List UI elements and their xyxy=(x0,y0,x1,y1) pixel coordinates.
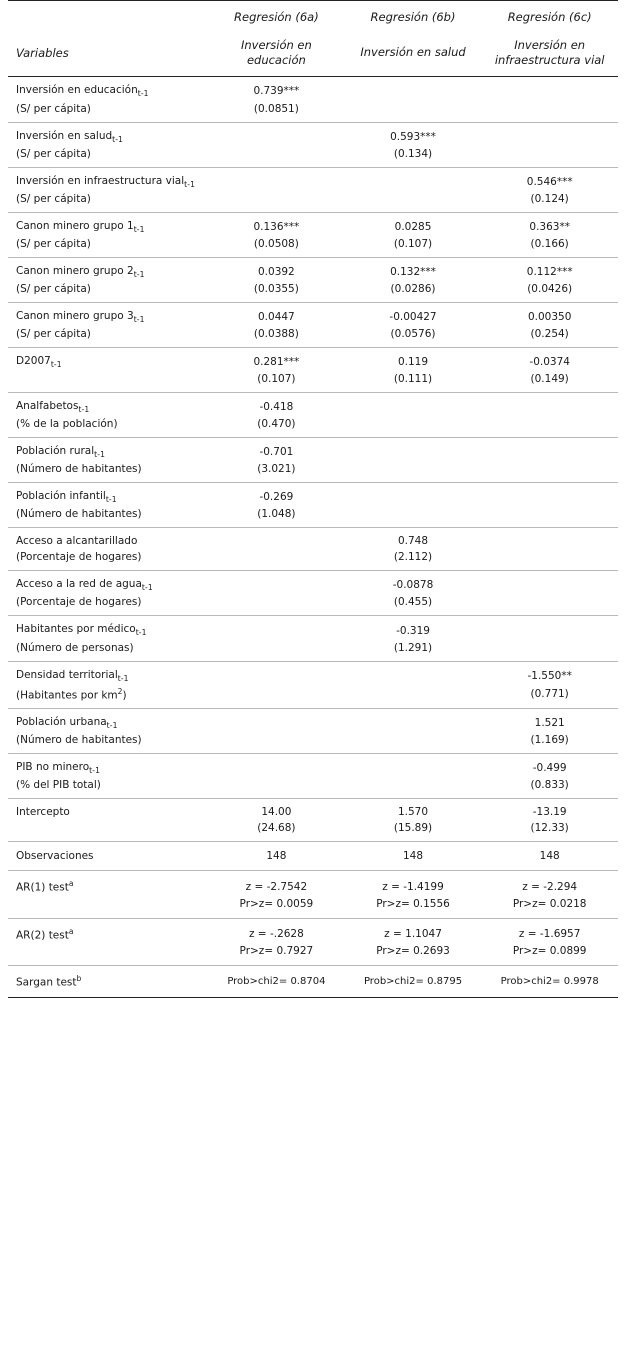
table-row-se xyxy=(8,101,618,123)
row-coefficient-c1: 0.281*** xyxy=(208,348,345,372)
row-coefficient-c3 xyxy=(481,528,618,550)
row-coefficient-c1 xyxy=(208,661,345,685)
row-stderr-c1: (24.68) xyxy=(257,822,296,835)
table-row-se xyxy=(8,506,618,528)
row-variable-label: Acceso a la red de agua$_{t-1}$ xyxy=(8,571,208,595)
row-stderr-c2 xyxy=(345,416,482,438)
row-variable-label: Inversión en educación$_{t-1}$ xyxy=(8,77,208,101)
table-row-se xyxy=(8,461,618,483)
table-row xyxy=(8,348,618,372)
row-variable-label: Inversión en salud$_{t-1}$ xyxy=(8,122,208,146)
row-coefficient-c1 xyxy=(208,122,345,146)
row-coefficient-c3: -0.0374 xyxy=(481,348,618,372)
row-stderr-c2 xyxy=(345,777,482,799)
row-variable-label: Población infantil$_{t-1}$ xyxy=(8,483,208,507)
row-coefficient-c2: -0.0878 xyxy=(345,571,482,595)
row-variable-label: $D2007_{t-1}$ xyxy=(8,348,208,372)
row-coefficient-c2 xyxy=(345,483,482,507)
row-stderr-c3: (0.254) xyxy=(530,328,569,340)
table-row-se xyxy=(8,549,618,571)
row-coefficient-c2: 0.748 xyxy=(345,528,482,550)
sargan-value-c3: Prob>chi2= 0.9978 xyxy=(481,966,618,998)
header-sub-6a: Inversión en educación xyxy=(208,31,345,77)
table-row-se xyxy=(8,777,618,799)
row-unit-label: (% de la población) xyxy=(16,418,118,431)
row-coefficient-c2 xyxy=(345,77,482,101)
table-row xyxy=(8,661,618,685)
row-stderr-c1: (0.0851) xyxy=(253,102,299,115)
row-coefficient-c3: -1.550** xyxy=(481,661,618,685)
row-unit-label xyxy=(8,820,208,842)
row-coefficient-c2: -0.00427 xyxy=(345,302,482,326)
row-stderr-c1: (3.021) xyxy=(257,463,296,476)
row-stderr-c1: (0.0355) xyxy=(253,282,299,295)
table-row-se xyxy=(8,281,618,303)
row-stderr-c2 xyxy=(345,732,482,754)
table-row xyxy=(8,483,618,507)
table-row-se xyxy=(8,820,618,842)
row-unit-label: (Número de personas) xyxy=(16,641,134,654)
test-row xyxy=(8,918,618,943)
table-row xyxy=(8,393,618,417)
table-row xyxy=(8,122,618,146)
sargan-row xyxy=(8,966,618,998)
row-coefficient-c1: 14.00 xyxy=(208,799,345,821)
test-stat-c3: z = -2.294 xyxy=(481,871,618,896)
row-coefficient-c2: 0.0285 xyxy=(345,212,482,236)
table-row xyxy=(8,709,618,733)
test-row-pvalue xyxy=(8,896,618,919)
test-label: AR(2) test$^a$ xyxy=(8,918,208,943)
header-col-6c: Regresión (6c) xyxy=(481,1,618,32)
test-stat-c3: z = -1.6957 xyxy=(481,918,618,943)
row-stderr-c3: (0.833) xyxy=(530,779,569,792)
row-unit-label: (% del PIB total) xyxy=(16,779,101,792)
test-stat-c1: z = -2.7542 xyxy=(208,871,345,896)
row-stderr-c3 xyxy=(481,549,618,571)
test-stat-c2: z = -1.4199 xyxy=(345,871,482,896)
row-unit-label xyxy=(8,371,208,393)
row-stderr-c3: (0.0426) xyxy=(527,282,573,295)
table-row xyxy=(8,616,618,640)
row-coefficient-c2 xyxy=(345,393,482,417)
row-coefficient-c2: -0.319 xyxy=(345,616,482,640)
table-row-se xyxy=(8,416,618,438)
row-coefficient-c2: 0.593*** xyxy=(345,122,482,146)
row-coefficient-c1: 0.136*** xyxy=(208,212,345,236)
row-stderr-c1 xyxy=(208,640,345,662)
test-label: AR(1) test$^a$ xyxy=(8,871,208,896)
row-unit-label: (S/ per cápita) xyxy=(16,328,91,340)
row-stderr-c3: (0.149) xyxy=(530,373,569,386)
header-col-6b: Regresión (6b) xyxy=(345,1,482,32)
row-variable-label: Habitantes por médico$_{t-1}$ xyxy=(8,616,208,640)
row-stderr-c3 xyxy=(481,101,618,123)
table-row-se xyxy=(8,326,618,348)
row-coefficient-c3: 1.521 xyxy=(481,709,618,733)
test-pvalue-c1: Pr>z= 0.7927 xyxy=(239,945,314,958)
row-stderr-c3: (1.169) xyxy=(530,734,569,747)
test-pvalue-c1: Pr>z= 0.0059 xyxy=(239,897,314,910)
row-coefficient-c1 xyxy=(208,571,345,595)
table-row-se xyxy=(8,640,618,662)
table-row xyxy=(8,257,618,281)
row-variable-label: Acceso a alcantarillado xyxy=(8,528,208,550)
observations-value-c2: 148 xyxy=(345,842,482,871)
observations-value-c3: 148 xyxy=(481,842,618,871)
header-sub-6b: Inversión en salud xyxy=(345,31,482,77)
table-row xyxy=(8,438,618,462)
row-stderr-c3 xyxy=(481,416,618,438)
row-stderr-c2 xyxy=(345,685,482,709)
row-stderr-c1 xyxy=(208,685,345,709)
row-coefficient-c2 xyxy=(345,754,482,778)
row-stderr-c2: (1.291) xyxy=(393,641,433,654)
row-coefficient-c3 xyxy=(481,393,618,417)
test-pvalue-c3: Pr>z= 0.0218 xyxy=(512,897,587,910)
header-col-6a: Regresión (6a) xyxy=(208,1,345,32)
table-header-sub-row xyxy=(8,31,618,77)
table-row-se xyxy=(8,685,618,709)
row-stderr-c3: (0.771) xyxy=(530,687,569,700)
row-stderr-c2: (0.134) xyxy=(393,147,433,160)
row-stderr-c1 xyxy=(208,732,345,754)
sargan-value-c2: Prob>chi2= 0.8795 xyxy=(345,966,482,998)
row-stderr-c2: (0.111) xyxy=(393,373,433,386)
table-row xyxy=(8,167,618,191)
header-blank-cell xyxy=(8,1,208,32)
row-stderr-c1 xyxy=(208,191,345,213)
row-stderr-c3: (0.166) xyxy=(530,237,569,250)
row-unit-label: (S/ per cápita) xyxy=(16,237,91,250)
row-coefficient-c1: 0.0447 xyxy=(208,302,345,326)
row-stderr-c2 xyxy=(345,506,482,528)
row-coefficient-c3 xyxy=(481,616,618,640)
row-stderr-c1: (1.048) xyxy=(257,508,296,521)
test-pvalue-c2: Pr>z= 0.2693 xyxy=(376,945,450,958)
row-coefficient-c1 xyxy=(208,754,345,778)
row-coefficient-c1: -0.701 xyxy=(208,438,345,462)
row-stderr-c1 xyxy=(208,777,345,799)
row-stderr-c3: (12.33) xyxy=(530,822,569,835)
row-variable-label: Canon minero grupo $2_{t-1}$ xyxy=(8,257,208,281)
observations-row xyxy=(8,842,618,871)
row-coefficient-c2 xyxy=(345,661,482,685)
row-stderr-c1: (0.0388) xyxy=(253,328,299,340)
header-sub-6c: Inversión en infraestructura vial xyxy=(481,31,618,77)
row-stderr-c2: (0.107) xyxy=(393,237,433,250)
row-stderr-c3 xyxy=(481,461,618,483)
row-coefficient-c1: 0.739*** xyxy=(208,77,345,101)
row-stderr-c2 xyxy=(345,101,482,123)
row-stderr-c1 xyxy=(208,594,345,616)
row-variable-label: PIB no minero$_{t-1}$ xyxy=(8,754,208,778)
table-row xyxy=(8,799,618,821)
row-stderr-c2: (0.455) xyxy=(393,596,433,609)
table-row xyxy=(8,528,618,550)
table-row xyxy=(8,77,618,101)
row-coefficient-c3: 0.00350 xyxy=(481,302,618,326)
row-stderr-c2 xyxy=(345,191,482,213)
test-row-pvalue xyxy=(8,943,618,966)
row-stderr-c1: (0.470) xyxy=(257,418,296,431)
row-stderr-c3 xyxy=(481,506,618,528)
sargan-value-c1: Prob>chi2= 0.8704 xyxy=(208,966,345,998)
row-stderr-c1 xyxy=(208,146,345,168)
row-variable-label: Canon minero grupo $1_{t-1}$ xyxy=(8,212,208,236)
table-row-se xyxy=(8,371,618,393)
sargan-label: Sargan test$^b$ xyxy=(8,966,208,998)
row-unit-label: (S/ per cápita) xyxy=(16,282,91,295)
row-coefficient-c2 xyxy=(345,438,482,462)
row-variable-label: Población rural$_{t-1}$ xyxy=(8,438,208,462)
row-coefficient-c3 xyxy=(481,77,618,101)
test-stat-c2: z = 1.1047 xyxy=(345,918,482,943)
row-stderr-c2: (15.89) xyxy=(393,822,433,835)
row-coefficient-c3: -0.499 xyxy=(481,754,618,778)
row-coefficient-c1: -0.269 xyxy=(208,483,345,507)
test-pvalue-label xyxy=(8,896,208,919)
row-variable-label: Densidad territorial$_{t-1}$ xyxy=(8,661,208,685)
row-coefficient-c2 xyxy=(345,709,482,733)
row-stderr-c2 xyxy=(345,461,482,483)
table-row xyxy=(8,754,618,778)
table-row-se xyxy=(8,594,618,616)
table-row-se xyxy=(8,236,618,258)
row-unit-label: (Habitantes por $km^2$) xyxy=(16,686,127,702)
row-unit-label: (S/ per cápita) xyxy=(16,147,91,160)
row-coefficient-c2 xyxy=(345,167,482,191)
row-coefficient-c3 xyxy=(481,438,618,462)
row-unit-label: (Porcentaje de hogares) xyxy=(16,551,142,564)
table-row xyxy=(8,302,618,326)
row-coefficient-c3 xyxy=(481,483,618,507)
row-coefficient-c1 xyxy=(208,528,345,550)
test-stat-c1: z = -.2628 xyxy=(208,918,345,943)
row-stderr-c2: (0.0286) xyxy=(390,282,436,295)
row-coefficient-c3: 0.546*** xyxy=(481,167,618,191)
regression-results-table xyxy=(8,0,618,998)
row-unit-label: (Número de habitantes) xyxy=(16,508,142,521)
row-stderr-c3 xyxy=(481,146,618,168)
test-row xyxy=(8,871,618,896)
row-coefficient-c1: 0.0392 xyxy=(208,257,345,281)
row-stderr-c1: (0.0508) xyxy=(253,237,299,250)
row-unit-label: (Porcentaje de hogares) xyxy=(16,596,142,609)
test-pvalue-c2: Pr>z= 0.1556 xyxy=(376,897,450,910)
test-pvalue-label xyxy=(8,943,208,966)
test-pvalue-c3: Pr>z= 0.0899 xyxy=(512,945,587,958)
table-row-se xyxy=(8,191,618,213)
row-coefficient-c3 xyxy=(481,122,618,146)
table-row-se xyxy=(8,732,618,754)
row-coefficient-c3: 0.112*** xyxy=(481,257,618,281)
observations-label: Observaciones xyxy=(8,842,208,871)
row-coefficient-c2: 0.119 xyxy=(345,348,482,372)
table-row xyxy=(8,571,618,595)
row-stderr-c2: (2.112) xyxy=(393,551,433,564)
row-stderr-c3 xyxy=(481,594,618,616)
table-row-se xyxy=(8,146,618,168)
row-stderr-c2: (0.0576) xyxy=(390,328,436,340)
row-variable-label: Canon minero grupo $3_{t-1}$ xyxy=(8,302,208,326)
row-coefficient-c1: -0.418 xyxy=(208,393,345,417)
row-variable-label: Población urbana$_{t-1}$ xyxy=(8,709,208,733)
row-coefficient-c3 xyxy=(481,571,618,595)
observations-value-c1: 148 xyxy=(208,842,345,871)
row-variable-label: Inversión en infraestructura vial$_{t-1}$ xyxy=(8,167,208,191)
row-coefficient-c1 xyxy=(208,709,345,733)
row-unit-label: (Número de habitantes) xyxy=(16,734,142,747)
row-coefficient-c1 xyxy=(208,167,345,191)
row-unit-label: (S/ per cápita) xyxy=(16,102,91,115)
row-coefficient-c2: 1.570 xyxy=(345,799,482,821)
row-stderr-c1 xyxy=(208,549,345,571)
row-coefficient-c3: -13.19 xyxy=(481,799,618,821)
table-row xyxy=(8,212,618,236)
row-unit-label: (Número de habitantes) xyxy=(16,463,142,476)
row-unit-label: (S/ per cápita) xyxy=(16,192,91,205)
header-variables-label: Variables xyxy=(8,31,208,77)
row-coefficient-c1 xyxy=(208,616,345,640)
table-header-top-row xyxy=(8,1,618,32)
row-coefficient-c2: 0.132*** xyxy=(345,257,482,281)
row-stderr-c1: (0.107) xyxy=(257,373,296,386)
row-stderr-c3 xyxy=(481,640,618,662)
row-stderr-c3: (0.124) xyxy=(530,192,569,205)
row-variable-label: Analfabetos$_{t-1}$ xyxy=(8,393,208,417)
row-coefficient-c3: 0.363** xyxy=(481,212,618,236)
row-variable-label: Intercepto xyxy=(8,799,208,821)
